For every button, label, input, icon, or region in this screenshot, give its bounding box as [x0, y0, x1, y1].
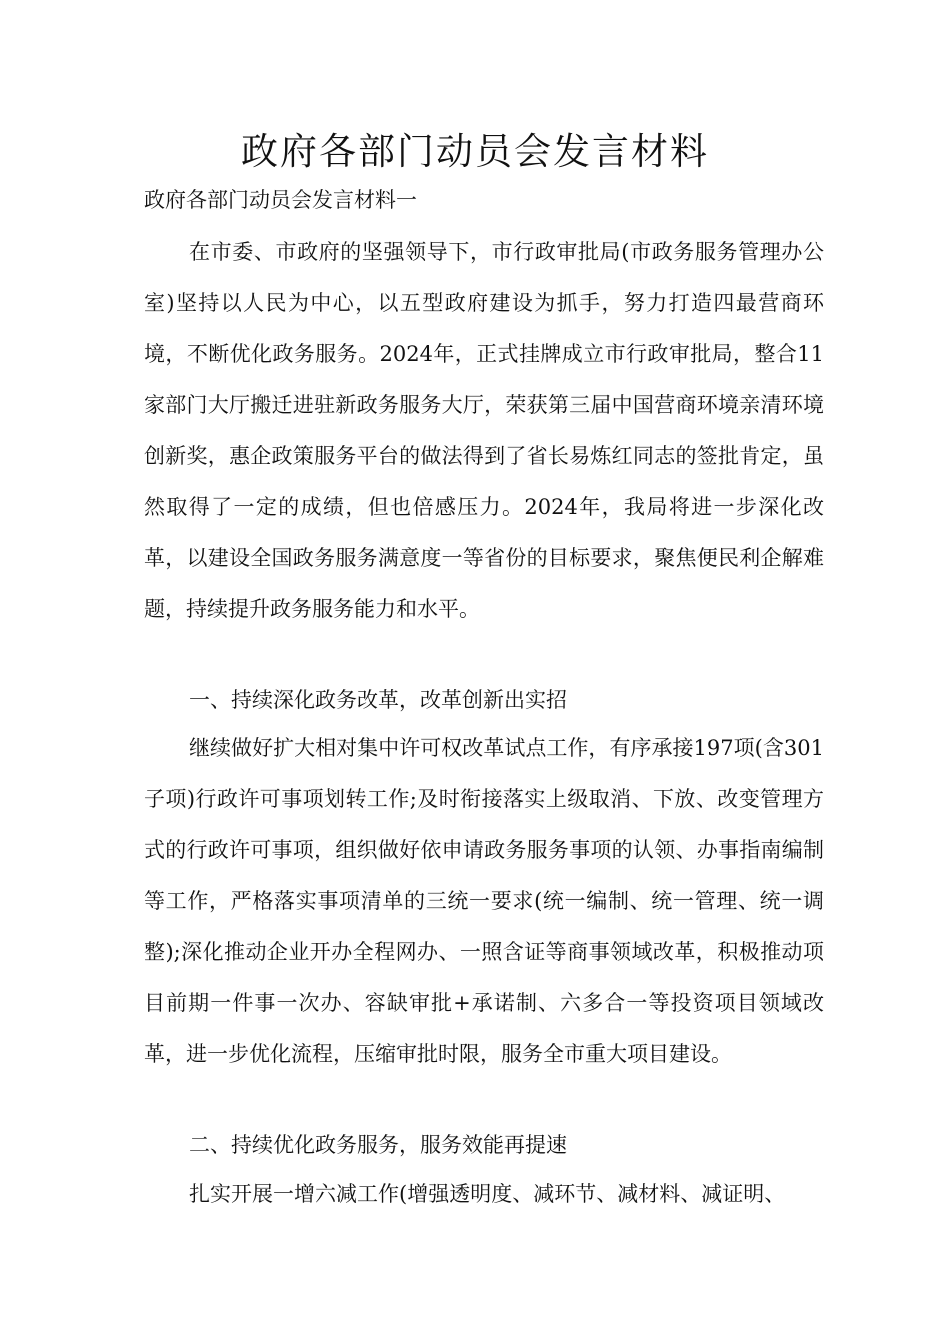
paragraph-section-1: 继续做好扩大相对集中许可权改革试点工作，有序承接197项(含301子项)行政许可事项划转工作;及时衔接落实上级取消、下放、改变管理方式的行政许可事项，组织做好依申请政务服务事项的认领、办事指南编制等工作，严格落实事项清单的三统一要求(统一编制、统一管理、统一调整);深化推动企业开办全程网办、一照含证等商事领域改革，积极推动项目前期一件事一次办、容缺审批+承诺制、六多合一等投资项目领域改革，进一步优化流程，压缩审批时限，服务全市重大项目建设。 [144, 736, 824, 1066]
paragraph-section-2: 扎实开展一增六减工作(增强透明度、减环节、减材料、减证明、 [189, 1182, 786, 1206]
paragraph-intro: 在市委、市政府的坚强领导下，市行政审批局(市政务服务管理办公室)坚持以人民为中心，以五型政府建设为抓手，努力打造四最营商环境，不断优化政务服务。2024年，正式挂牌成立市行政审批局，整合11家部门大厅搬迁进驻新政务服务大厅，荣获第三届中国营商环境亲清环境创新奖，惠企政策服务平台的做法得到了省长易炼红同志的签批肯定，虽然取得了一定的成绩，但也倍感压力。2024年，我局将进一步深化改革，以建设全国政务服务满意度一等省份的目标要求，聚焦便民利企解难题，持续提升政务服务能力和水平。 [144, 240, 824, 621]
document-subtitle: 政府各部门动员会发言材料一 [144, 188, 417, 212]
section-heading-1: 一、持续深化政务改革，改革创新出实招 [189, 688, 567, 712]
document-title: 政府各部门动员会发言材料 [241, 130, 709, 173]
section-heading-2: 二、持续优化政务服务，服务效能再提速 [189, 1133, 567, 1157]
